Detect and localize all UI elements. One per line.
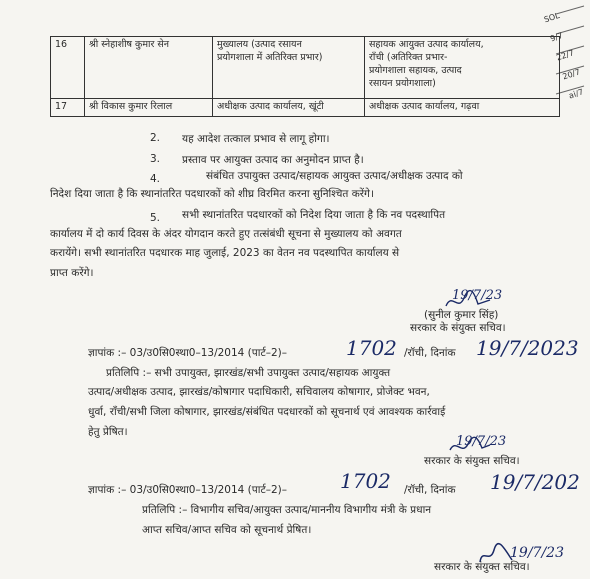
signature-scribble <box>448 436 492 456</box>
signatory-title: सरकार के संयुक्त सचिव। <box>410 322 506 334</box>
table-row <box>51 99 560 117</box>
copy-text: हेतु प्रेषित। <box>88 426 128 438</box>
serial-number: 17 <box>51 99 85 117</box>
officer-name: श्री विकास कुमार रिलाल <box>85 99 213 117</box>
margin-note: SOL <box>542 10 561 25</box>
signatory-title: सरकार के संयुक्त सचिव। <box>424 455 520 467</box>
point-text: निदेश दिया जाता है कि स्थानांतरित पदधारकों को शीघ्र विरमित करना सुनिश्चित करेंगे। <box>50 188 374 200</box>
text-line: सहायक आयुक्त उत्पाद कार्यालय, <box>369 39 484 50</box>
text-line: प्रयोगशाला में अतिरिक्त प्रभार) <box>217 52 323 63</box>
point-number: 3. <box>150 153 161 165</box>
point-number: 5. <box>150 212 161 224</box>
margin-note: ai/7 <box>567 87 585 101</box>
signatory-name: (सुनील कुमार सिंह) <box>424 309 499 321</box>
to-posting <box>365 37 560 99</box>
point-text: करायेंगे। सभी स्थानांतरित पदधारक माह जुलाई, 2023 का वेतन नव पदस्थापित कार्यालय से <box>50 247 400 259</box>
point-text: प्राप्त करेंगे। <box>50 267 94 279</box>
memo-reference: ज्ञापांक :– 03/उ0सि0स्था0–13/2014 (पार्ट–2)– <box>88 347 288 359</box>
table-row <box>51 37 560 99</box>
to-posting <box>365 99 560 117</box>
copy-text: धुर्वा, राँची/सभी जिला कोषागार, झारखंड/संबंधित पदधारकों को सूचनार्थ एवं आवश्यक कार्रवाई <box>88 406 446 418</box>
copy-text: प्रतिलिपि :– विभागीय सचिव/आयुक्त उत्पाद/माननीय विभागीय मंत्री के प्रधान <box>142 504 432 516</box>
memo-number-handwritten: 1702 <box>346 336 397 360</box>
memo-number-handwritten: 1702 <box>340 469 391 493</box>
text-line: रसायन प्रयोगशाला) <box>369 78 436 89</box>
point-text: यह आदेश तत्काल प्रभाव से लागू होगा। <box>182 133 330 145</box>
margin-note: 9/7 <box>549 30 565 44</box>
memo-place: /रॉची, दिनांक <box>404 484 456 496</box>
from-posting <box>213 37 365 99</box>
text-line: अधीक्षक उत्पाद कार्यालय, खूंटी <box>217 101 324 112</box>
point-text: कार्यालय में दो कार्य दिवस के अंदर योगदान करते हुए तत्संबंधी सूचना से मुख्यालय को अवगत <box>50 228 402 240</box>
point-number: 2. <box>150 132 161 144</box>
signature-initials: 19/7/23 <box>456 434 507 449</box>
memo-reference: ज्ञापांक :– 03/उ0सि0स्था0–13/2014 (पार्ट–2)– <box>88 484 288 496</box>
margin-note: 22/7 <box>555 48 576 63</box>
copy-text: उत्पाद/अधीक्षक उत्पाद, झारखंड/कोषागार पदाधिकारी, सचिवालय कोषागार, प्रोजेक्ट भवन, <box>88 386 430 398</box>
memo-place: /रॉची, दिनांक <box>404 347 456 359</box>
memo-date-handwritten: 19/7/2023 <box>476 336 579 360</box>
signature-initials: 19/7/23 <box>510 545 564 561</box>
text-line: प्रयोगशाला सहायक, उत्पाद <box>369 65 462 76</box>
point-number: 4. <box>150 173 161 185</box>
text-line: राँची (अतिरिक्त प्रभार- <box>369 52 448 63</box>
copy-text: प्रतिलिपि :– सभी उपायुक्त, झारखंड/सभी उपायुक्त उत्पाद/सहायक आयुक्त <box>106 367 391 379</box>
serial-number: 16 <box>51 37 85 99</box>
signature-initials: 19/7/23 <box>452 288 503 303</box>
point-text: प्रस्ताव पर आयुक्त उत्पाद का अनुमोदन प्राप्त है। <box>182 154 364 166</box>
point-text: संबंधित उपायुक्त उत्पाद/सहायक आयुक्त उत्पाद/अधीक्षक उत्पाद को <box>206 170 463 182</box>
text-line: मुख्यालय (उत्पाद रसायन <box>217 39 302 50</box>
copy-text: आप्त सचिव/आप्त सचिव को सूचनार्थ प्रेषित। <box>142 524 312 536</box>
officer-name: श्री स्नेहाशीष कुमार सेन <box>85 37 213 99</box>
signatory-title: सरकार के संयुक्त सचिव। <box>434 561 530 573</box>
transfer-table <box>50 36 560 117</box>
point-text: सभी स्थानांतरित पदधारकों को निदेश दिया जाता है कि नव पदस्थापित <box>182 209 446 221</box>
text-line: अधीक्षक उत्पाद कार्यालय, गढ़वा <box>369 101 480 112</box>
from-posting <box>213 99 365 117</box>
margin-note: 20/7 <box>561 67 582 82</box>
memo-date-handwritten: 19/7/202 <box>490 470 580 494</box>
